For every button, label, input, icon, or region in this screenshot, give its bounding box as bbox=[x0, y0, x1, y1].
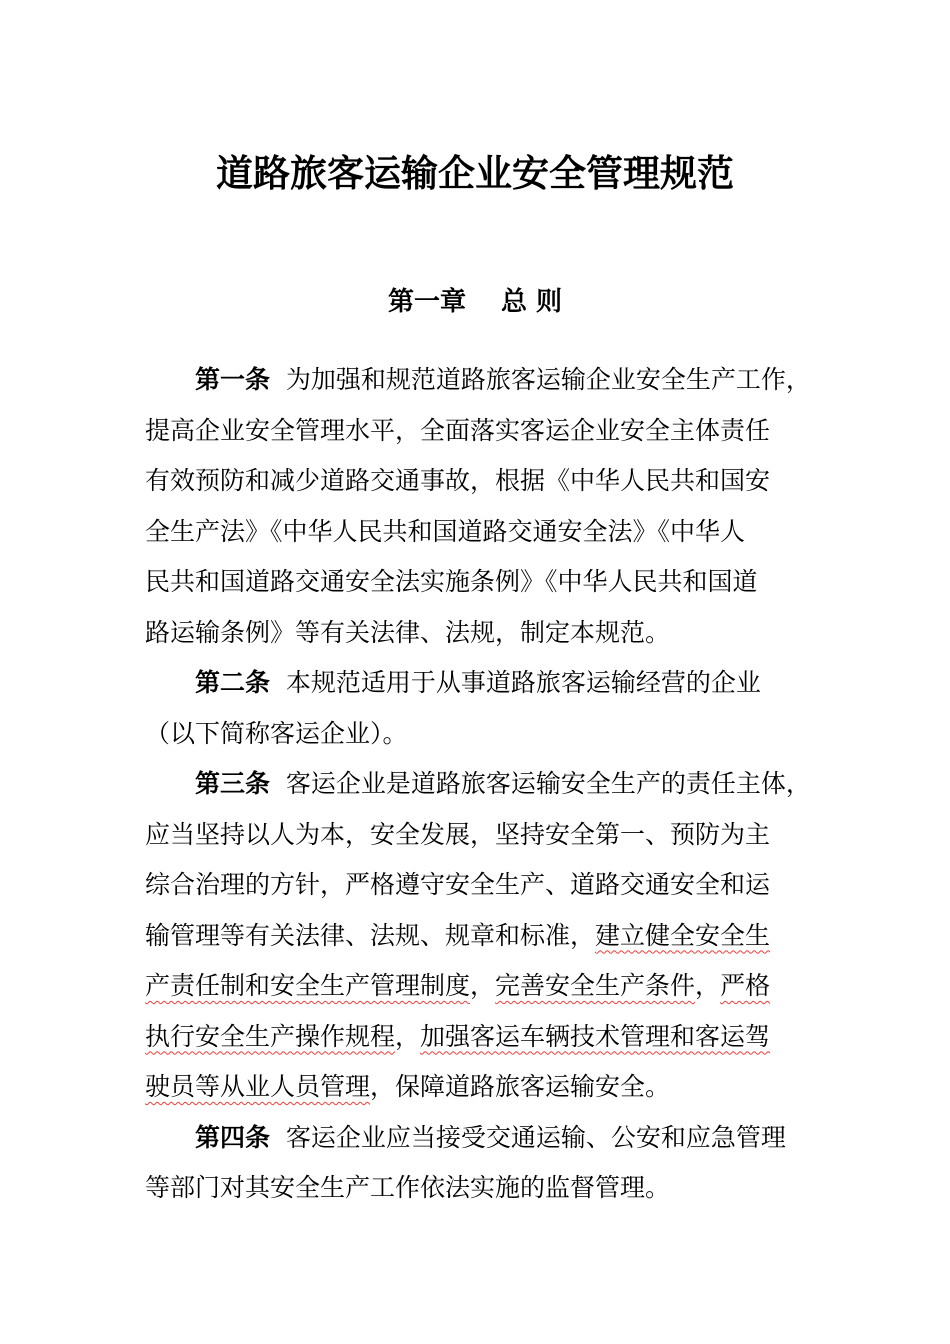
article-4-line-2: 等部门对其安全生产工作依法实施的监督管理。 bbox=[145, 1173, 671, 1202]
spellcheck-underlined-text: 建立健全安全生 bbox=[595, 920, 771, 950]
article-number: 第四条 bbox=[195, 1122, 271, 1152]
article-text: 为加强和规范道路旅客运输企业安全生产工作， bbox=[285, 365, 811, 394]
article-text: 客运企业是道路旅客运输安全生产的责任主体， bbox=[285, 769, 811, 798]
spellcheck-underlined-text: 加强客运车辆技术管理和客运驾 bbox=[420, 1021, 771, 1051]
punctuation: ， bbox=[395, 1021, 421, 1051]
punctuation: ， bbox=[695, 971, 721, 1000]
article-2-line-1 bbox=[145, 658, 810, 709]
spellcheck-underlined-text: 严格 bbox=[720, 971, 771, 1000]
spellcheck-underlined-text: 完善安全生产条件 bbox=[495, 971, 696, 1000]
article-1-line-1 bbox=[145, 355, 810, 406]
article-3-line-1 bbox=[145, 759, 810, 810]
article-1-line-2: 提高企业安全管理水平，全面落实客运企业安全主体责任 bbox=[145, 415, 771, 445]
article-1-line-6: 路运输条例》等有关法律、法规，制定本规范。 bbox=[145, 617, 671, 647]
spellcheck-underlined-text: 驶员等从业人员管理 bbox=[145, 1072, 371, 1101]
article-3-line-7 bbox=[145, 1062, 810, 1113]
article-2-line-2: （以下简称客运企业）。 bbox=[145, 718, 408, 748]
punctuation: ， bbox=[470, 971, 496, 1000]
article-4-line-1 bbox=[145, 1113, 810, 1164]
article-3-line-4 bbox=[145, 911, 810, 962]
article-1-line-5: 民共和国道路交通安全法实施条例》《中华人民共和国道 bbox=[145, 567, 758, 596]
article-text: 客运企业应当接受交通运输、公安和应急管理 bbox=[285, 1122, 786, 1152]
article-number: 第一条 bbox=[195, 365, 271, 394]
document-title: 道路旅客运输企业安全管理规范 bbox=[216, 151, 734, 195]
article-text: 输管理等有关法律、法规、规章和标准， bbox=[145, 920, 596, 950]
article-text: 本规范适用于从事道路旅客运输经营的企业 bbox=[285, 668, 761, 697]
document-body bbox=[145, 355, 810, 1214]
article-text: ，保障道路旅客运输安全。 bbox=[370, 1072, 671, 1101]
spellcheck-underlined-text: 执行安全生产操作规程 bbox=[145, 1021, 396, 1051]
article-number: 第二条 bbox=[195, 668, 271, 697]
chapter-heading: 第一章 总 则 bbox=[387, 287, 563, 317]
article-1-line-3: 有效预防和减少道路交通事故，根据《中华人民共和国安 bbox=[145, 466, 771, 495]
article-3-line-2: 应当坚持以人为本，安全发展，坚持安全第一、预防为主 bbox=[145, 819, 771, 849]
spellcheck-underlined-text: 产责任制和安全生产管理制度 bbox=[145, 971, 471, 1000]
article-3-line-5 bbox=[145, 961, 810, 1012]
article-3-line-6 bbox=[145, 1012, 810, 1063]
article-1-line-4: 全生产法》《中华人民共和国道路交通安全法》《中华人 bbox=[145, 516, 746, 546]
article-number: 第三条 bbox=[195, 769, 271, 798]
article-3-line-3: 综合治理的方针，严格遵守安全生产、道路交通安全和运 bbox=[145, 870, 771, 899]
